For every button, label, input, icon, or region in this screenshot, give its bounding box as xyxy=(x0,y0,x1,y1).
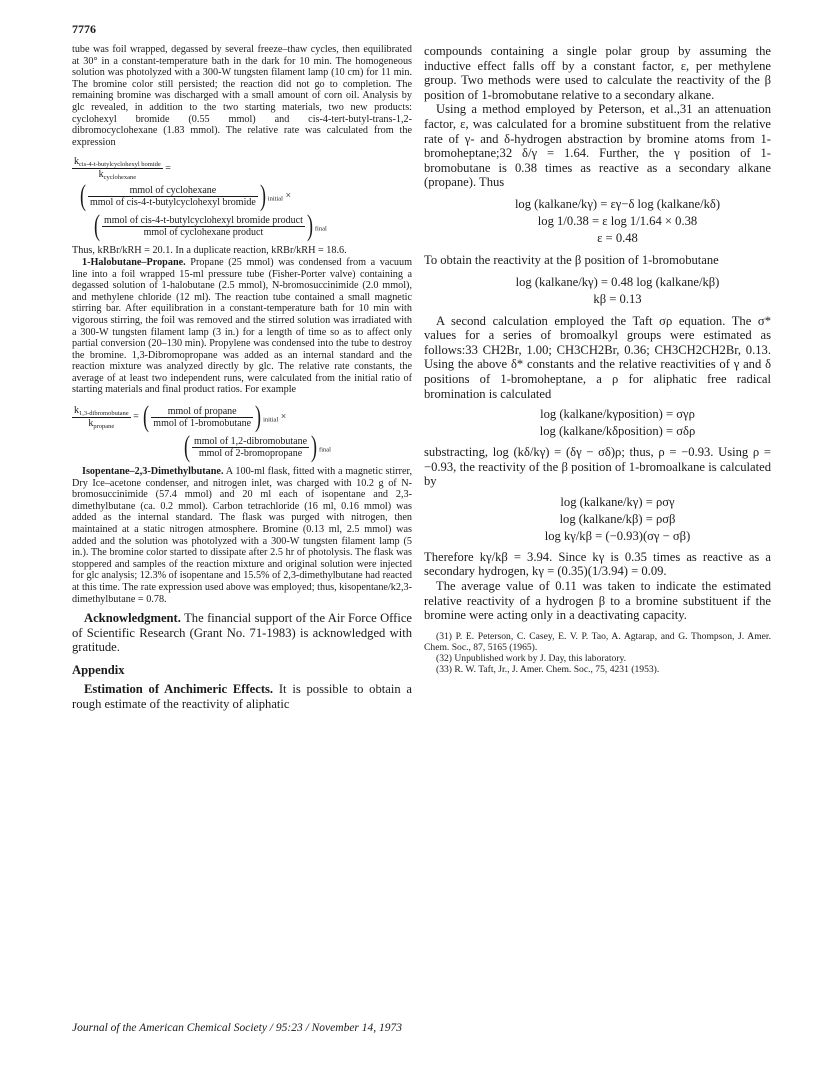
appendix-heading: Appendix xyxy=(72,662,125,677)
equation-set-d: log (kalkane/kγ) = ρσγ log (kalkane/kβ) = ρσβ log kγ/kβ = (−0.93)(σγ − σβ) xyxy=(544,494,691,543)
reference-32: (32) Unpublished work by J. Day, this laboratory. xyxy=(436,652,627,664)
journal-footer: Journal of the American Chemical Society / 95:23 / November 14, 1973 xyxy=(72,1022,403,1034)
left-paragraph-4: Isopentane–2,3-Dimethylbutane. A 100-ml flask, fitted with a magnetic stirrer, Dry Ice–acetone condenser, and nitrogen inlet, was charged with 10.2 g of N-bromosuccinimide (57.4 mmol) and 20 ml each of isopentane and 2,3-dimethylbutane (ca. 0.2 mmol). Carbon tetrachloride (16 ml, 0.16 mmol) was added as the internal standard. The flask was purged with nitrogen, then maintained at a static nitrogen atmosphere. Bromine (0.13 ml, 2.5 mmol) was added and the solution was photolyzed with a 300-W tungsten filament lamp (5 in.). The bromine color started to dissipate after 2.5 hr of photolysis. The flask was stoppered and samples of the reaction mixture and original solution were injected for glc analysis; 12.3% of isopentane and 15.5% of 2,3-dimethylbutane had reacted at this time. The rate expression used above was employed; thus, kisopentane/k2,3-dimethylbutane = 0.78. xyxy=(72,466,413,605)
equation-set-b: log (kalkane/kγ) = 0.48 log (kalkane/kβ) kβ = 0.13 xyxy=(515,274,720,306)
right-paragraph-1: compounds containing a single polar group by assuming the inductive effect falls off by a constant factor, ε, per methylene group. Two methods were used to calculate the reactivity of the β position of 1-bromobutane relative to a secondary alkane. xyxy=(424,44,771,102)
reference-33: (33) R. W. Taft, Jr., J. Amer. Chem. Soc., 75, 4231 (1953). xyxy=(436,663,660,675)
page-number: 7776 xyxy=(72,22,96,36)
equation-set-a: log (kalkane/kγ) = εγ−δ log (kalkane/kδ) log 1/0.38 = ε log 1/1.64 × 0.38 ε = 0.48 xyxy=(514,196,721,245)
left-paragraph-2: Thus, kRBr/kRH = 20.1. In a duplicate reaction, kRBr/kRH = 18.6. xyxy=(72,245,347,257)
left-column xyxy=(72,44,412,711)
estimation-paragraph: Estimation of Anchimeric Effects. It is possible to obtain a rough estimate of the reactivity of aliphatic xyxy=(72,681,412,711)
right-paragraph-3: To obtain the reactivity at the β position of 1-bromobutane xyxy=(424,252,719,267)
right-paragraph-4: A second calculation employed the Taft σρ equation. The σ* values for a series of bromoalkyl groups were estimated as follows:33 CH2Br, 1.00; CH3CH2Br, 0.36; CH3CH2CH2Br, 0.13. Using the above δ* constants and the relative reactivities of γ and δ positions of 1-bromoheptane, a ρ for aliphatic free radical bromination is calculated xyxy=(424,313,771,401)
relative-rate-equation-2: $\frac{k_{1,3-dibromobutane}}{k_{propane}}$ = ( $\frac{\text{mmol of propane}}{\text{mmol of 1-bromobutane}}$ ) $_{initial}$ × ( $\frac{\text{mmol of 1,2-dibromobutane}}{\text{mmol of 2-bromopropane}}$ ) $_{final}$ xyxy=(74,400,331,464)
acknowledgment: Acknowledgment. The financial support of the Air Force Office of Scientific Research (Grant No. 71-1983) is acknowledged with gratitude. xyxy=(72,611,413,655)
reference-31: (31) P. E. Peterson, C. Casey, E. V. P. Tao, A. Agtarap, and G. Thompson, J. Amer. Chem. Soc., 87, 5165 (1965). xyxy=(424,630,771,653)
right-paragraph-6: Therefore kγ/kβ = 3.94. Since kγ is 0.35 times as reactive as a secondary hydrogen, kγ = (0.35)(1/3.94) = 0.09. xyxy=(424,549,771,579)
equation-set-c: log (kalkane/kγposition) = σγρ log (kalkane/kδposition) = σδρ xyxy=(539,407,696,439)
left-paragraph-3: 1-Halobutane–Propane. Propane (25 mmol) was condensed from a vacuum line into a foil wrapped 15-ml pressure tube (Fisher-Porter valve) containing a degassed solution of 1-halobutane (2.5 mmol), N-bromosuccinimide (2.0 mmol), and methylene chloride (12 ml). The reaction tube contained a small magnetic stirring bar. After equilibration in a constant-temperature bath for 10 min with vigorous stirring, the foil was removed and the stirred solution was irradiated with a 300-W tungsten filament lamp (3 in.) for a length of time so as to affect only partial conversion (20–130 min). Propylene was condensed into the tube to destroy the bromine. 1,3-Dibromopropane was added as an internal standard and the reaction mixture was analyzed directly by glc. The relative rate constants, the average of at least two independent runs, were calculated from the initial ratio of starting materials and final product ratios. For example xyxy=(72,256,413,396)
left-paragraph-1: tube was foil wrapped, degassed by several freeze–thaw cycles, then equilibrated at 30° in a constant-temperature bath in the dark for 10 min. The homogeneous solution was photolyzed with a 300-W tungsten filament lamp (10 cm) for 11 min. The bromine color still persisted; the reaction did not go to completion. The remaining bromine was discharged with a small amount of corn oil. Analysis by glc revealed, in addition to the two starting materials, two new products: cyclohexyl bromide (0.55 mmol) and cis-4-tert-butyl-trans-1,2-dibromocyclohexane (1.83 mmol). The relative rate was calculated from the expression xyxy=(72,44,412,148)
right-paragraph-7: The average value of 0.11 was taken to indicate the estimated relative reactivity of a hydrogen β to a bromine substituent if the bromine were acting only in a deactivating capacity. xyxy=(424,579,771,623)
right-paragraph-2: Using a method employed by Peterson, et al.,31 an attenuation factor, ε, was calculated for a bromine substituent from the relative rate of γ- and δ-hydrogen abstraction by bromine atoms from 1-bromoheptane;32 δ/γ = 1.64. Further, the γ position of 1-bromobutane is 0.38 times as reactive as a secondary alkane (propane). Thus xyxy=(424,102,771,190)
references xyxy=(424,631,771,675)
relative-rate-equation-1: $\frac{k_{cis-4-t-butylcyclohexyl bomide}}{k_{cyclohexane}}$ = ( $\frac{\text{mmol of cyclohexane}}{\text{mmol of cis-4-t-butylcyclohexyl bromide}}$ ) $_{initial}$ × ( $\frac{\text{mmol of cis-4-t-butylcyclohexyl bromide product}}{\text{mmol of cyclohexane product}}$ ) $_{final}$ xyxy=(74,156,327,243)
right-paragraph-5: substracting, log (kδ/kγ) = (δγ − σδ)ρ; thus, ρ = −0.93. Using ρ = −0.93, the reactivity of the β position of 1-bromoalkane is calculated by xyxy=(424,445,771,489)
right-column xyxy=(424,44,771,675)
